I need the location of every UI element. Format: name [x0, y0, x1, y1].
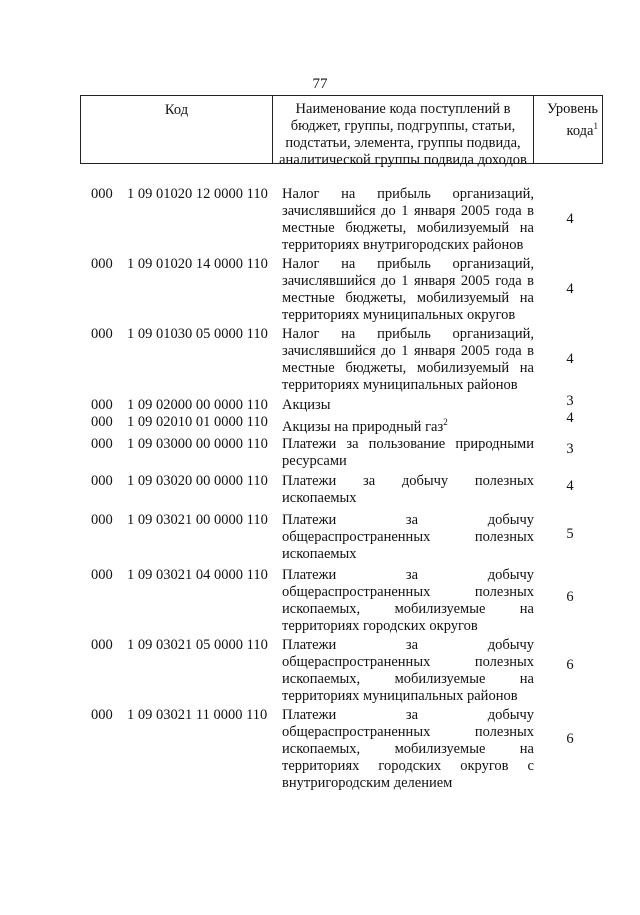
- table-row: [0, 436, 640, 470]
- income-name-footnote: 2: [443, 417, 448, 427]
- income-name: Налог на прибыль организаций, зачислявшийся до 1 января 2005 года в местные бюджеты, мобилизуемый на территориях муниципальных округов: [282, 256, 534, 323]
- income-code: 1 09 03000 00 0000 110: [127, 435, 268, 452]
- header-level-text: Уровень кода: [546, 101, 598, 139]
- admin-code: 000: [91, 435, 113, 452]
- table-row: [0, 410, 640, 436]
- table-header: [80, 95, 603, 168]
- income-name: Платежи за добычу общераспространенных полезных ископаемых, мобилизуемые на территориях городских округов с внутригородским делением: [282, 706, 534, 791]
- code-level: 3: [566, 393, 574, 409]
- code-level: 4: [566, 410, 574, 426]
- income-code: 1 09 01020 12 0000 110: [127, 186, 268, 202]
- code-level: 4: [566, 211, 574, 227]
- income-name: Акцизы: [282, 397, 331, 413]
- code-level: 4: [566, 281, 574, 297]
- income-code: 1 09 03021 00 0000 110: [127, 511, 268, 528]
- table-row: [0, 567, 640, 635]
- admin-code: 000: [91, 566, 113, 583]
- admin-code: 000: [91, 326, 113, 342]
- admin-code: 000: [91, 706, 113, 723]
- code-level: 4: [566, 351, 574, 367]
- income-code: 1 09 02010 01 0000 110: [127, 414, 268, 430]
- income-code: 1 09 01020 14 0000 110: [127, 256, 268, 272]
- code-level: 3: [566, 440, 574, 457]
- header-name: Наименование кода поступлений в бюджет, группы, подгруппы, статьи, подстатьи, элемента, группы подвида, аналитической группы подвида доходов: [273, 96, 534, 163]
- income-code: 1 09 03021 11 0000 110: [127, 706, 268, 723]
- header-level: [534, 96, 602, 163]
- income-name: Налог на прибыль организаций, зачислявшийся до 1 января 2005 года в местные бюджеты, мобилизуемый на территориях муниципальных районов: [282, 326, 534, 393]
- admin-code: 000: [91, 472, 113, 489]
- income-name: Платежи за добычу общераспространенных полезных ископаемых: [282, 511, 534, 562]
- admin-code: 000: [91, 636, 113, 653]
- admin-code: 000: [91, 186, 113, 202]
- table-row: [0, 326, 640, 394]
- income-code: 1 09 02000 00 0000 110: [127, 397, 268, 413]
- income-name: Платежи за добычу общераспространенных полезных ископаемых, мобилизуемые на территориях городских округов: [282, 566, 534, 634]
- code-level: 6: [566, 730, 574, 747]
- code-level: 4: [566, 477, 574, 494]
- income-name: Налог на прибыль организаций, зачислявшийся до 1 января 2005 года в местные бюджеты, мобилизуемый на территориях внутригородских районов: [282, 186, 534, 253]
- table-body: [0, 186, 640, 792]
- table-row: [0, 256, 640, 324]
- header-level-footnote: 1: [593, 121, 598, 131]
- table-row: [0, 186, 640, 254]
- income-code: 1 09 03020 00 0000 110: [127, 472, 268, 489]
- table-row: [0, 637, 640, 705]
- income-name: [282, 414, 534, 436]
- income-code: 1 09 01030 05 0000 110: [127, 326, 268, 342]
- header-code: Код: [81, 96, 273, 163]
- income-code: 1 09 03021 05 0000 110: [127, 636, 268, 653]
- code-level: 5: [566, 525, 574, 542]
- table-row: [0, 393, 640, 414]
- admin-code: 000: [91, 511, 113, 528]
- code-level: 6: [566, 588, 574, 605]
- table-row: [0, 707, 640, 792]
- income-name-text: Акцизы на природный газ: [282, 418, 444, 435]
- income-name: Платежи за добычу общераспространенных полезных ископаемых, мобилизуемые на территориях муниципальных районов: [282, 636, 534, 704]
- admin-code: 000: [91, 256, 113, 272]
- income-code: 1 09 03021 04 0000 110: [127, 566, 268, 583]
- page-number: 77: [312, 76, 328, 92]
- code-level: 6: [566, 656, 574, 673]
- admin-code: 000: [91, 414, 113, 430]
- income-name: Платежи за добычу полезных ископаемых: [282, 472, 534, 506]
- table-row: [0, 473, 640, 507]
- income-name: Платежи за пользование природными ресурсами: [282, 435, 534, 469]
- table-row: [0, 512, 640, 563]
- admin-code: 000: [91, 397, 113, 413]
